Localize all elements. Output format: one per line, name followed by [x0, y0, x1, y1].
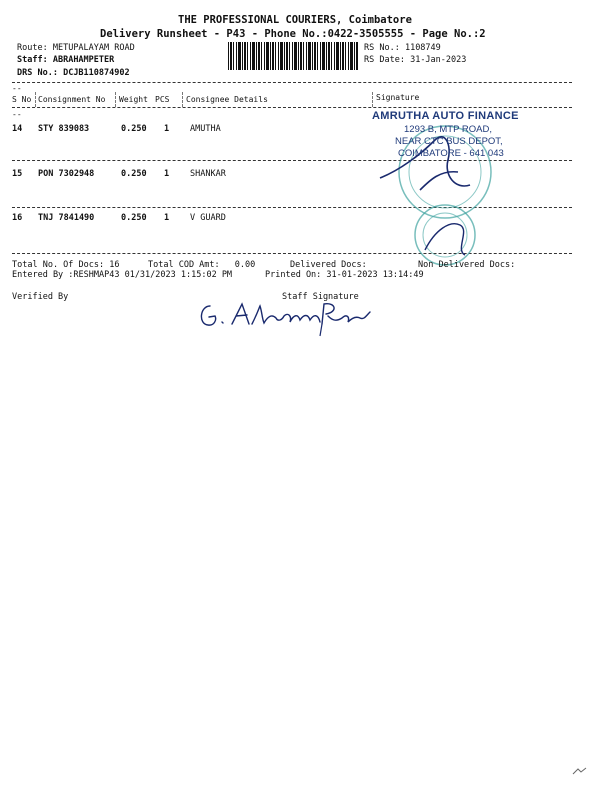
row-consignment: TNJ 7841490: [38, 213, 95, 223]
rs-date-row: [364, 55, 466, 65]
cod-row: [148, 260, 255, 270]
row-consignment: STY 839083: [38, 124, 90, 134]
staff-signature-label: Staff Signature: [282, 292, 359, 302]
verified-by-label: Verified By: [12, 292, 69, 302]
round-stamp-2-outer: [415, 205, 475, 265]
staff-signature-icon: [196, 298, 376, 338]
divider-mark: --: [12, 84, 22, 93]
rs-date-label: RS Date:: [364, 55, 405, 65]
col-pcs: PCS: [155, 95, 170, 104]
company-title: THE PROFESSIONAL COURIERS, Coimbatore: [178, 14, 412, 26]
col-signature: Signature: [376, 93, 420, 102]
stamp-address-1: 1293 B, MTP ROAD,: [404, 124, 492, 135]
total-docs-label: Total No. Of Docs:: [12, 260, 105, 270]
row-weight: 0.250: [121, 213, 147, 223]
drs-value: DCJB110874902: [63, 68, 130, 78]
col-consignment: Consignment No: [38, 95, 106, 104]
row-pcs: 1: [164, 213, 170, 223]
non-delivered-docs-label: Non Delivered Docs:: [418, 260, 516, 270]
route-label: Route:: [17, 43, 48, 53]
drs-row: [17, 68, 130, 78]
col-weight: Weight: [119, 95, 148, 104]
row-weight: 0.250: [121, 124, 147, 134]
col-sno: S No: [12, 95, 32, 104]
entered-by: Entered By :RESHMAP43 01/31/2023 1:15:02 PM: [12, 270, 233, 280]
stamp-address-3: COIMBATORE - 641 043: [398, 148, 504, 159]
row-pcs: 1: [164, 124, 170, 134]
round-stamp-2-inner: [423, 213, 467, 257]
printed-on: Printed On: 31-01-2023 13:14:49: [265, 270, 424, 280]
row-pcs: 1: [164, 169, 170, 179]
row-sno: 15: [12, 169, 23, 179]
delivered-docs-label: Delivered Docs:: [290, 260, 367, 270]
row-consignee: SHANKAR: [190, 169, 226, 179]
route-value: METUPALAYAM ROAD: [52, 43, 135, 53]
divider-mark: --: [12, 110, 22, 119]
rs-date-value: 31-Jan-2023: [410, 55, 467, 65]
row-sno: 14: [12, 124, 23, 134]
staff-value: ABRAHAMPETER: [52, 55, 115, 65]
rs-no-value: 1108749: [404, 43, 441, 53]
handwritten-initials-icon: [425, 224, 465, 255]
row-consignment: PON 7302948: [38, 169, 95, 179]
row-sno: 16: [12, 213, 23, 223]
col-sep: [115, 92, 116, 107]
col-sep: [182, 92, 183, 107]
route-row: [17, 43, 135, 53]
cod-value: 0.00: [234, 260, 256, 270]
drs-label: DRS No.:: [17, 68, 58, 78]
rs-no-row: [364, 43, 441, 53]
row-consignee: AMUTHA: [190, 124, 221, 134]
stamp-address-2: NEAR CTC BUS DEPOT,: [395, 136, 503, 147]
totals-row: [12, 260, 120, 270]
col-consignee: Consignee Details: [186, 95, 268, 104]
barcode: [228, 42, 358, 70]
rs-no-label: RS No.:: [364, 43, 400, 53]
row-weight: 0.250: [121, 169, 147, 179]
corner-mark-icon: [572, 766, 588, 776]
col-sep: [35, 92, 36, 107]
row-consignee: V GUARD: [190, 213, 226, 223]
stamp-company: AMRUTHA AUTO FINANCE: [372, 110, 519, 122]
cod-label: Total COD Amt:: [148, 260, 220, 270]
header-divider: [12, 82, 572, 83]
staff-row: [17, 55, 114, 65]
runsheet-title: Delivery Runsheet - P43 - Phone No.:0422-3505555 - Page No.:2: [100, 28, 486, 40]
staff-label: Staff:: [17, 55, 48, 65]
total-docs-value: 16: [109, 260, 120, 270]
